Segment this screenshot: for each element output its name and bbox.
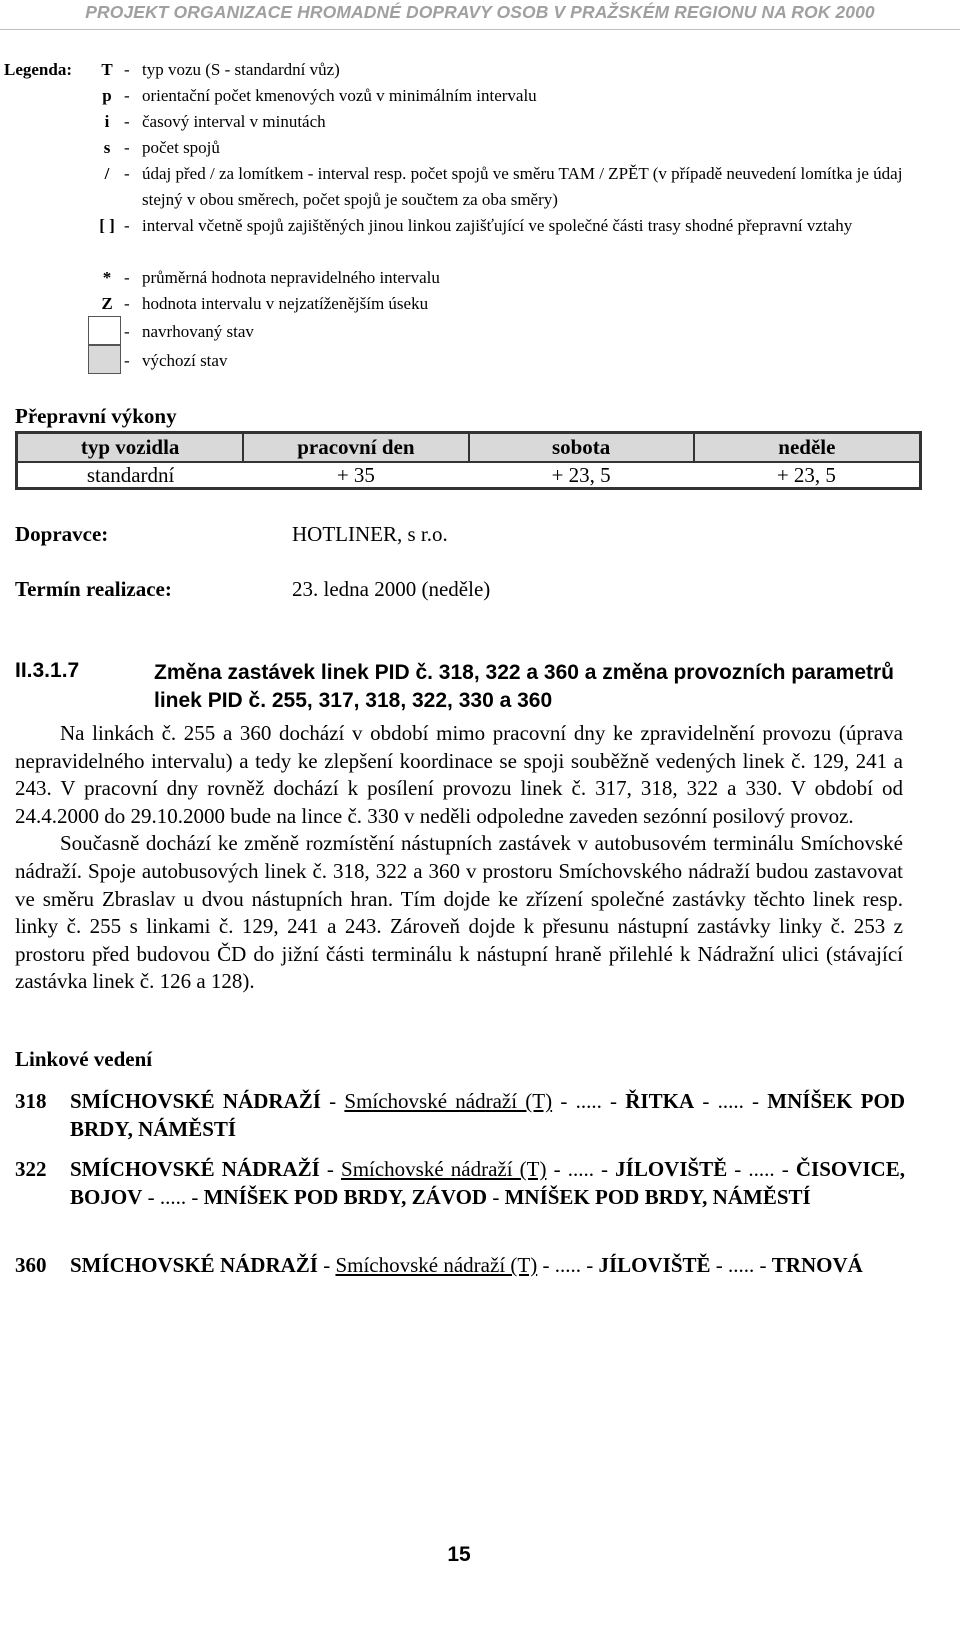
- route-sep: -: [317, 1253, 336, 1277]
- legend-text: časový interval v minutách: [142, 112, 326, 131]
- section-number: II.3.1.7: [15, 659, 80, 682]
- route-terminus: SMÍCHOVSKÉ NÁDRAŽÍ: [70, 1253, 318, 1277]
- route-stop-bold: JÍLOVIŠTĚ: [598, 1253, 711, 1277]
- swatch-initial: [88, 345, 121, 374]
- route-sep: -: [142, 1185, 160, 1209]
- legend-dash: -: [124, 216, 130, 235]
- route-number: 322: [15, 1157, 47, 1181]
- route-sep: -: [754, 1253, 772, 1277]
- table-cell: + 35: [336, 463, 375, 487]
- route-ellipsis: .....: [728, 1253, 755, 1277]
- section-title: Změna zastávek linek PID č. 318, 322 a 360 a změna provozních parametrů linek PID č. 255, 317, 318, 322, 330 a 360: [154, 661, 895, 712]
- table-header-cell: neděle: [694, 434, 919, 462]
- route-sep: -: [186, 1185, 204, 1209]
- legend-symbol: i: [104, 112, 110, 131]
- route-terminus: MNÍŠEK POD BRDY, NÁMĚSTÍ: [504, 1185, 811, 1209]
- route-sep: -: [743, 1089, 768, 1113]
- route-sep: -: [319, 1157, 342, 1181]
- legend-text: navrhovaný stav: [142, 322, 254, 341]
- page-number: 15: [447, 1543, 471, 1566]
- route-stop-bold: ŘITKA: [625, 1089, 695, 1113]
- route-terminus: SMÍCHOVSKÉ NÁDRAŽÍ: [70, 1157, 320, 1181]
- legend-dash: -: [124, 138, 130, 157]
- route-ellipsis: .....: [159, 1185, 187, 1209]
- table-row: [18, 462, 919, 488]
- performance-table: [15, 431, 922, 490]
- route-number: 318: [15, 1089, 47, 1113]
- legend-text: výchozí stav: [142, 351, 228, 370]
- route-terminus: SMÍCHOVSKÉ NÁDRAŽÍ: [70, 1089, 321, 1113]
- legend-dash: -: [124, 294, 130, 313]
- route-ellipsis: .....: [567, 1157, 594, 1181]
- legend-symbol: s: [103, 138, 111, 157]
- carrier-label: Dopravce:: [15, 522, 109, 546]
- route-sep: -: [774, 1157, 796, 1181]
- date-value: 23. ledna 2000 (neděle): [292, 577, 491, 601]
- legend-text: počet spojů: [142, 138, 220, 157]
- legend-dash: -: [124, 351, 130, 370]
- swatch-proposed: [88, 316, 121, 345]
- legend-dash: -: [124, 268, 130, 287]
- route-stop: Smíchovské nádraží (T): [344, 1089, 553, 1113]
- legend-text: průměrná hodnota nepravidelného intervalu: [142, 268, 440, 287]
- legend-symbol: Z: [101, 294, 113, 313]
- legend-title: Legenda:: [4, 60, 72, 79]
- page-header: PROJEKT ORGANIZACE HROMADNÉ DOPRAVY OSOB V PRAŽSKÉM REGIONU NA ROK 2000: [85, 2, 875, 22]
- route-stop-bold: MNÍŠEK POD BRDY, ZÁVOD: [203, 1185, 488, 1209]
- route-terminus: TRNOVÁ: [771, 1253, 863, 1277]
- route-sep: -: [580, 1253, 599, 1277]
- legend-dash: -: [124, 86, 130, 105]
- legend-symbol: T: [101, 60, 113, 79]
- table-cell: + 23, 5: [776, 463, 836, 487]
- table-cell: + 23, 5: [551, 463, 611, 487]
- legend-dash: -: [124, 112, 130, 131]
- route-terminus: MNÍŠEK POD BRDY, NÁMĚSTÍ: [70, 1089, 906, 1141]
- route-description: [70, 1155, 905, 1211]
- route-description: [70, 1087, 905, 1143]
- legend-symbol: /: [104, 164, 110, 183]
- legend-dash: -: [124, 164, 130, 183]
- body-text: [15, 720, 903, 996]
- legend-symbol: *: [102, 268, 112, 287]
- legend-text: orientační počet kmenových vozů v minimálním intervalu: [142, 86, 537, 105]
- route-stop-bold: JÍLOVIŠTĚ: [615, 1157, 728, 1181]
- legend-dash: -: [124, 322, 130, 341]
- route-sep: -: [727, 1157, 749, 1181]
- legend-symbol: p: [102, 86, 112, 105]
- table-cell: standardní: [86, 463, 175, 487]
- performance-title: Přepravní výkony: [15, 404, 177, 428]
- route-sep: -: [320, 1089, 345, 1113]
- legend-text: typ vozu (S - standardní vůz): [142, 60, 340, 79]
- table-header-cell: pracovní den: [243, 434, 468, 462]
- carrier-value: HOTLINER, s r.o.: [292, 522, 448, 546]
- route-ellipsis: .....: [554, 1253, 581, 1277]
- date-label: Termín realizace:: [15, 577, 172, 601]
- route-sep: -: [546, 1157, 568, 1181]
- route-ellipsis: .....: [717, 1089, 744, 1113]
- legend-text: údaj před / za lomítkem - interval resp. počet spojů ve směru TAM / ZPĚT (v případě neuvedení lomítka je údaj stejný v obou směrech, počet spojů je součtem za oba směry): [142, 164, 903, 209]
- route-ellipsis: .....: [748, 1157, 775, 1181]
- route-sep: -: [552, 1089, 576, 1113]
- table-header-cell: typ vozidla: [18, 434, 243, 462]
- legend-symbol: [ ]: [99, 216, 115, 235]
- legend-text: interval včetně spojů zajištěných jinou linkou zajišťující ve společné části trasy shodné přepravní vztahy: [142, 216, 853, 235]
- route-ellipsis: .....: [575, 1089, 602, 1113]
- route-sep: -: [710, 1253, 729, 1277]
- route-sep: -: [537, 1253, 555, 1277]
- route-stop: Smíchovské nádraží (T): [335, 1253, 538, 1277]
- routes-title: Linkové vedení: [15, 1047, 153, 1071]
- route-stop: Smíchovské nádraží (T): [341, 1157, 547, 1181]
- route-sep: -: [593, 1157, 616, 1181]
- paragraph: Současně dochází ke změně rozmístění nástupních zastávek v autobusovém terminálu Smíchovské nádraží. Spoje autobusových linek č. 318, 322 a 360 v prostoru Smíchovského nádraží budou zastavovat ve směru Zbraslav u dvou nástupních hran. Tím dojde ke zřízení společné zastávky těchto linek resp. linky č. 255 s linkami č. 129, 241 a 243. Zároveň dojde k přesunu nástupní zastávky linky č. 253 z prostoru před budovou ČD do jižní části terminálu k nástupní hraně přilehlé k Nádražní ulici (stávající zastávka linek č. 126 a 128).: [15, 831, 903, 994]
- legend-dash: -: [124, 60, 130, 79]
- route-stop-bold: ČISOVICE, BOJOV: [70, 1157, 905, 1209]
- table-header-row: [18, 434, 919, 462]
- route-sep: -: [487, 1185, 505, 1209]
- table-header-cell: sobota: [469, 434, 694, 462]
- route-sep: -: [694, 1089, 718, 1113]
- paragraph: Na linkách č. 255 a 360 dochází v období mimo pracovní dny ke zpravidelnění provozu (úprava nepravidelného intervalu) a tedy ke zlepšení koordinace se spoji souběžně vedených linek č. 129, 241 a 243. V pracovní dny rovněž dochází k posílení provozu linek č. 317, 318, 322 a 330. V období od 24.4.2000 do 29.10.2000 bude na lince č. 330 v neděli odpoledne zaveden sezónní posilový provoz.: [15, 721, 903, 828]
- route-number: 360: [15, 1253, 47, 1277]
- legend-text: hodnota intervalu v nejzatíženějším úseku: [142, 294, 429, 313]
- route-description: [70, 1251, 905, 1279]
- header-rule: [0, 29, 960, 30]
- route-sep: -: [601, 1089, 626, 1113]
